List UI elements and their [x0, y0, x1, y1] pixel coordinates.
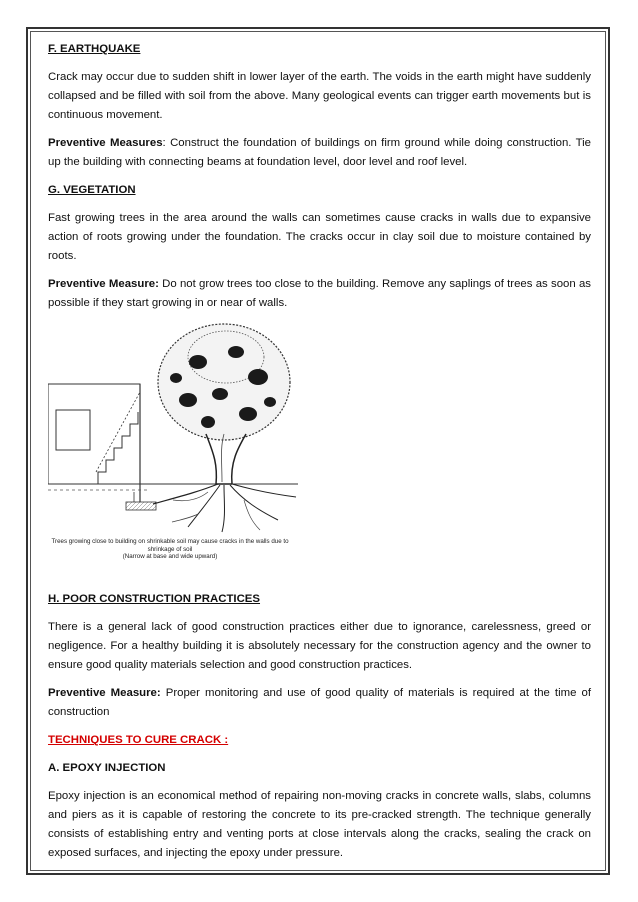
- heading-earthquake: F. EARTHQUAKE: [48, 43, 141, 55]
- measure-text: : Construct the foundation of buildings on firm ground while doing construction. Tie up the building with connecting beams at foundation level, door level and roof level.: [48, 137, 591, 168]
- tree-crack-figure: [48, 322, 298, 580]
- vegetation-paragraph: Fast growing trees in the area around the walls can sometimes cause cracks in walls due to expansive action of roots growing under the foundation. The cracks occur in clay soil due to moisture contained by roots.: [48, 212, 591, 262]
- heading-vegetation: G. VEGETATION: [48, 184, 136, 196]
- earthquake-paragraph: Crack may occur due to sudden shift in lower layer of the earth. The voids in the earth might have suddenly collapsed and be filled with soil from the above. Many geological events can trigger earth movements but is continuous movement.: [48, 71, 591, 121]
- measure-text: Do not grow trees too close to the building. Remove any saplings of trees as soon as possible if they start growing in or near of walls.: [48, 278, 591, 309]
- measure-label: Preventive Measures: [48, 137, 163, 149]
- figure-caption: [50, 538, 290, 561]
- caption-line-3: (Narrow at base and wide upward): [122, 553, 218, 560]
- earthquake-measures: [48, 134, 591, 172]
- measure-label: Preventive Measure:: [48, 687, 161, 699]
- measure-text: Proper monitoring and use of good quality of materials is required at the time of construction: [48, 687, 591, 718]
- document-body: [48, 40, 591, 872]
- poor-construction-measures: [48, 684, 591, 722]
- heading-poor-construction: H. POOR CONSTRUCTION PRACTICES: [48, 593, 261, 605]
- heading-epoxy-injection: A. EPOXY INJECTION: [48, 762, 166, 774]
- poor-construction-paragraph: There is a general lack of good construction practices either due to ignorance, carelessness, greed or negligence. For a healthy building it is absolutely necessary for the construction agency and the owner to ensure good quality materials selection and good construction practices.: [48, 621, 591, 671]
- caption-line-2: shrinkage of soil: [147, 545, 193, 553]
- tree-near-building-illustration: [48, 322, 298, 537]
- caption-line-1: Trees growing close to building on shrinkable soil may cause cracks in the walls due to: [51, 538, 289, 545]
- epoxy-paragraph: Epoxy injection is an economical method of repairing non-moving cracks in concrete walls, slabs, columns and piers as it is capable of restoring the concrete to its pre-cracked strength. The technique generally consists of establishing entry and venting ports at close intervals along the cracks, sealing the crack on exposed surfaces, and injecting the epoxy under pressure.: [48, 790, 591, 859]
- measure-label: Preventive Measure:: [48, 278, 159, 290]
- vegetation-measures: [48, 275, 591, 313]
- heading-techniques: TECHNIQUES TO CURE CRACK :: [48, 734, 229, 746]
